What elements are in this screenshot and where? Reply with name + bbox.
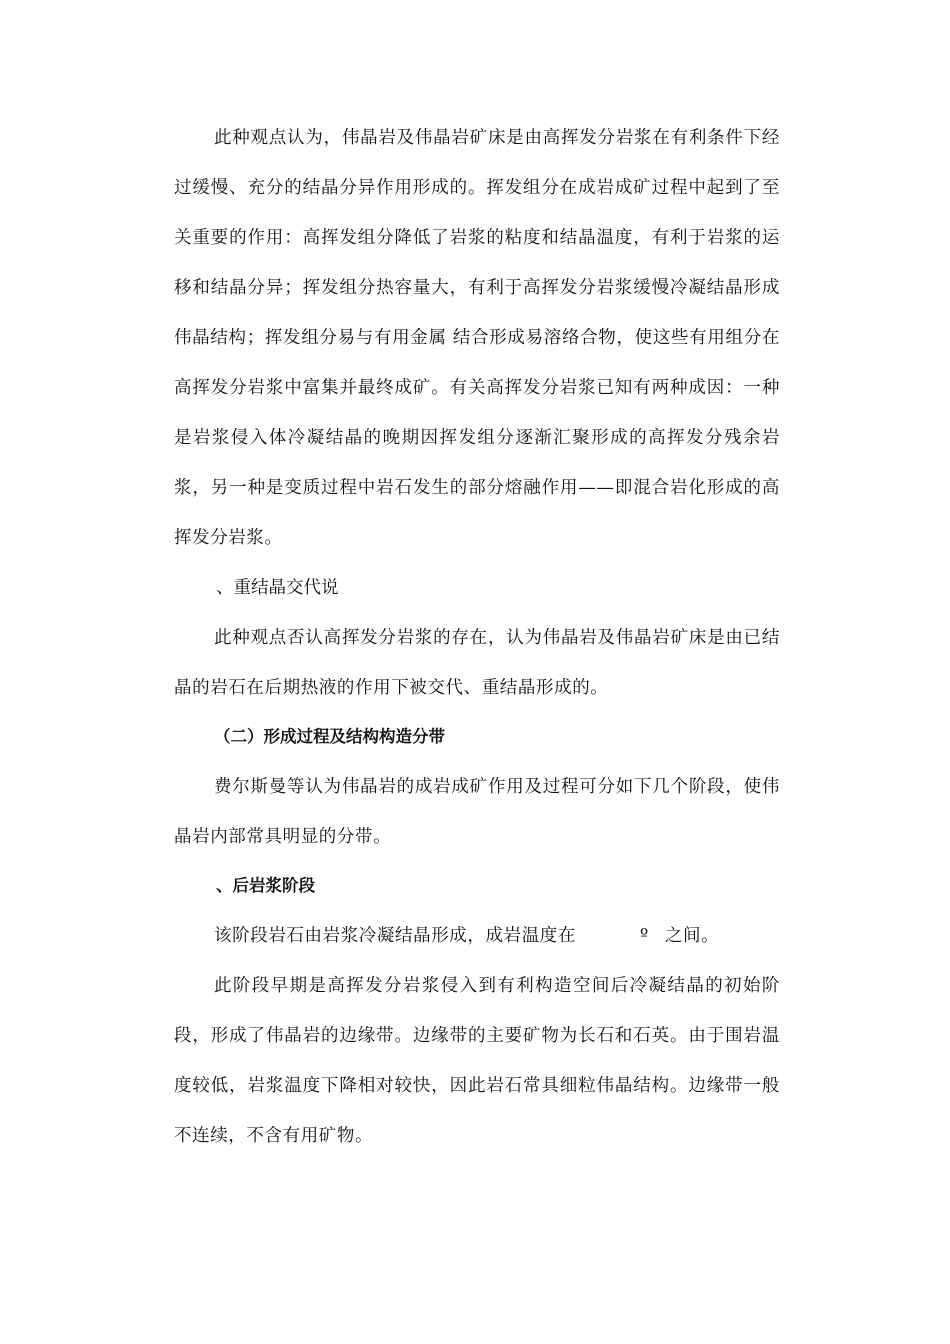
section-heading-formation-process: （二）形成过程及结构构造分带 xyxy=(214,727,445,746)
paragraph-3: 费尔斯曼等认为伟晶岩的成岩成矿作用及过程可分如下几个阶段，使伟晶岩内部常具明显的分带。 xyxy=(174,777,780,847)
paragraph-4 xyxy=(214,911,824,961)
heading-recrystallization-metasomatism: 、重结晶交代说 xyxy=(216,578,339,598)
paragraph-4-part-a: 该阶段岩石由岩浆冷凝结晶形成，成岩温度在 xyxy=(214,926,576,946)
paragraph-5: 此阶段早期是高挥发分岩浆侵入到有利构造空间后冷凝结晶的初始阶段，形成了伟晶岩的边缘带。边缘带的主要矿物为长石和石英。由于围岩温度较低，岩浆温度下降相对较快，因此岩石常具细粒伟晶结构。边缘带一般不连续，不含有用矿物。 xyxy=(174,976,780,1146)
paragraph-1: 此种观点认为，伟晶岩及伟晶岩矿床是由高挥发分岩浆在有利条件下经过缓慢、充分的结晶分异作用形成的。挥发组分在成岩成矿过程中起到了至关重要的作用：高挥发组分降低了岩浆的粘度和结晶温度，有利于岩浆的运移和结晶分异；挥发组分热容量大，有利于高挥发分岩浆缓慢冷凝结晶形成伟晶结构；挥发组分易与有用金属 结合形成易溶络合物，使这些有用组分在高挥发分岩浆中富集并最终成矿。有关高挥发分岩浆已知有两种成因：一种是岩浆侵入体冷凝结晶的晚期因挥发组分逐渐汇聚形成的高挥发分残余岩浆，另一种是变质过程中岩石发生的部分熔融作用——即混合岩化形成的高挥发分岩浆。 xyxy=(174,128,780,548)
paragraph-2: 此种观点否认高挥发分岩浆的存在，认为伟晶岩及伟晶岩矿床是由已结晶的岩石在后期热液的作用下被交代、重结晶形成的。 xyxy=(174,628,780,698)
paragraph-4-part-c: 之间。 xyxy=(664,926,720,946)
subheading-post-magmatic-stage: 、后岩浆阶段 xyxy=(216,876,315,895)
degree-symbol: º xyxy=(640,926,649,946)
